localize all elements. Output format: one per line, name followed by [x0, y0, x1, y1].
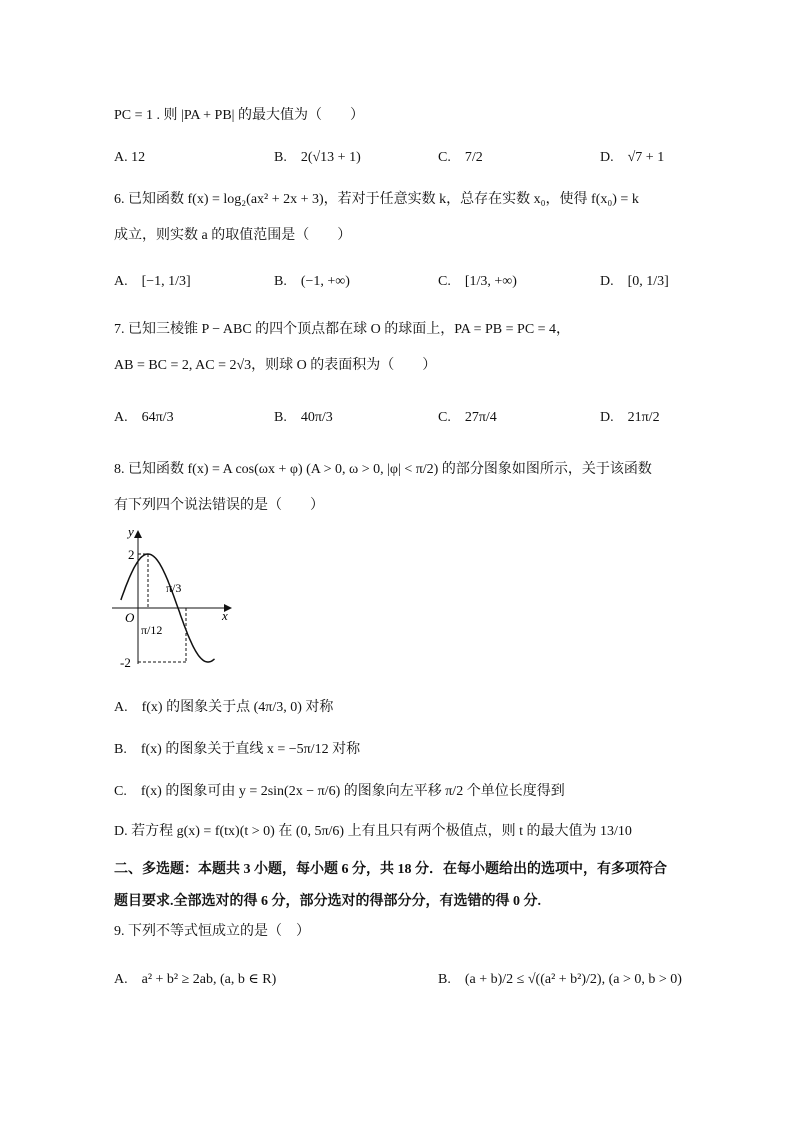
q6-option-a: A. [−1, 1/3] [114, 274, 191, 289]
q9-stem: 9. 下列不等式恒成立的是（ ） [114, 924, 310, 939]
q6-stem-1: 6. 已知函数 f(x) = log₂(ax² + 2x + 3)，若对于任意实数 k，总存在实数 x₀，使得 f(x₀) = k [114, 192, 639, 207]
q9-option-a: A. a² + b² ≥ 2ab, (a, b ∈ R) [114, 972, 277, 987]
q6-option-b: B. (−1, +∞) [274, 274, 350, 289]
x-tick-pi-over-12: π/12 [141, 623, 163, 637]
q8-option-d: D. 若方程 g(x) = f(tx)(t > 0) 在 (0, 5π/6) 上有且只有两个极值点，则 t 的最大值为 13/10 [114, 824, 632, 839]
q7-option-c: C. 27π/4 [438, 410, 497, 425]
x-axis-label: x [222, 608, 228, 623]
q5-option-d: D. √7 + 1 [600, 150, 665, 165]
q5-option-c: C. 7/2 [438, 150, 483, 165]
y-axis-label: y [128, 528, 134, 539]
q6-option-c: C. [1/3, +∞) [438, 274, 517, 289]
q7-option-a: A. 64π/3 [114, 410, 174, 425]
q8-option-c: C. f(x) 的图象可由 y = 2sin(2x − π/6) 的图象向左平移 π/2 个单位长度得到 [114, 784, 565, 799]
q5-option-b: B. 2(√13 + 1) [274, 150, 361, 165]
section-heading-1: 二、多选题：本题共 3 小题，每小题 6 分，共 18 分．在每小题给出的选项中，有多项符合 [114, 862, 667, 877]
q7-option-b: B. 40π/3 [274, 410, 333, 425]
q6-stem-2: 成立，则实数 a 的取值范围是（ ） [114, 228, 352, 243]
q5-stem: PC = 1 . 则 |PA + PB| 的最大值为（ ） [114, 108, 364, 123]
y-max-label: 2 [128, 547, 135, 562]
x-tick-pi-over-3: π/3 [166, 581, 182, 595]
cosine-graph [110, 528, 240, 668]
y-min-label: -2 [120, 655, 131, 668]
q7-option-d: D. 21π/2 [600, 410, 660, 425]
q9-option-b: B. (a + b)/2 ≤ √((a² + b²)/2), (a > 0, b > 0) [438, 972, 682, 987]
q8-option-b: B. f(x) 的图象关于直线 x = −5π/12 对称 [114, 742, 361, 757]
origin-label: O [125, 610, 135, 625]
q5-option-a: A. 12 [114, 150, 146, 165]
q8-option-a: A. f(x) 的图象关于点 (4π/3, 0) 对称 [114, 700, 334, 715]
q7-stem-2: AB = BC = 2, AC = 2√3，则球 O 的表面积为（ ） [114, 358, 437, 373]
q8-stem-1: 8. 已知函数 f(x) = A cos(ωx + φ) (A > 0, ω > 0, |φ| < π/2) 的部分图象如图所示，关于该函数 [114, 462, 652, 477]
q8-stem-2: 有下列四个说法错误的是（ ） [114, 498, 324, 513]
q6-option-d: D. [0, 1/3] [600, 274, 669, 289]
q7-stem-1: 7. 已知三棱锥 P − ABC 的四个顶点都在球 O 的球面上，PA = PB = PC = 4， [114, 322, 571, 337]
section-heading-2: 题目要求.全部选对的得 6 分，部分选对的得部分分，有选错的得 0 分. [114, 894, 541, 909]
